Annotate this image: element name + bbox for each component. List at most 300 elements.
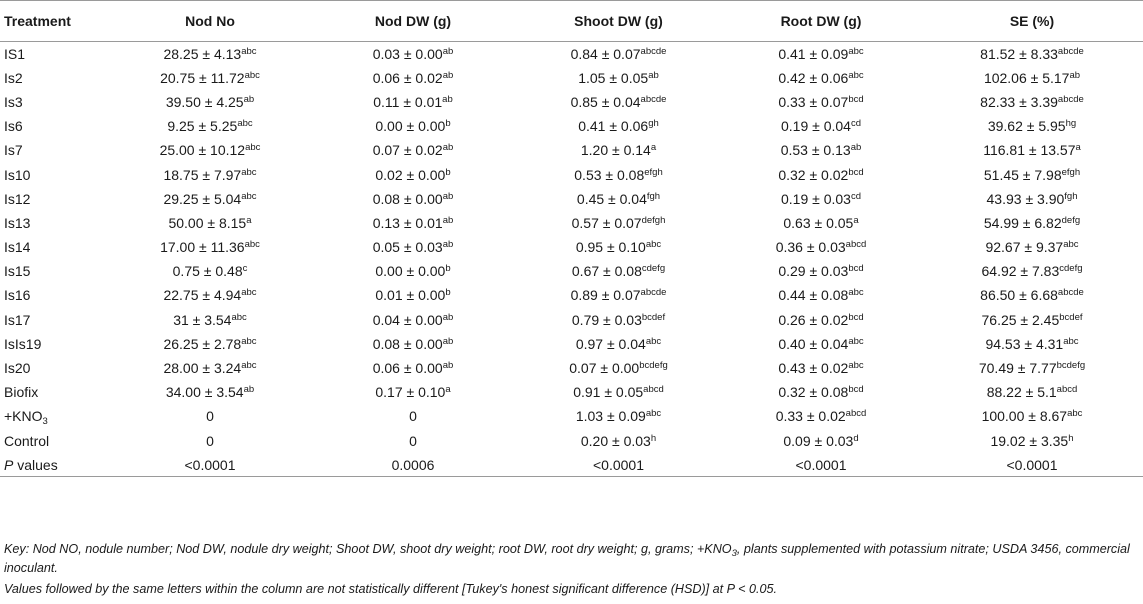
significance-letters: ab [442,311,454,323]
cell-value: 0.42 ± 0.06 [778,69,849,86]
cell-treatment [0,187,110,211]
cell-nod-no [110,90,310,114]
cell-value: 1.03 ± 0.09 [575,408,646,425]
significance-letters: fgh [1064,190,1078,202]
cell-value: <0.0001 [795,456,847,473]
cell-value: 22.75 ± 4.94 [163,287,242,304]
cell-nod-dw [310,42,516,66]
significance-letters: abcd [1056,384,1078,396]
cell-se [921,259,1143,283]
cell-root-dw [721,138,921,162]
significance-letters: b [445,263,451,275]
cell-root-dw [721,332,921,356]
key-note-text: Key: Nod NO, nodule number; Nod DW, nodule dry weight; Shoot DW, shoot dry weight; root DW, root dry weight; g, grams; +KNO [4,542,732,556]
header-row [0,1,1143,42]
cell-nod-no [110,453,310,477]
cell-value: 70.49 ± 7.77 [978,360,1057,377]
cell-shoot-dw [516,259,721,283]
treatment-label: Is15 [4,263,31,280]
cell-nod-dw [310,380,516,404]
cell-shoot-dw [516,187,721,211]
significance-letters: abc [244,239,260,251]
significance-letters: ab [243,384,255,396]
significance-letters: abcd [643,384,664,396]
significance-letters: abc [645,239,662,251]
significance-letters: cd [850,190,861,202]
table-row [0,283,1143,307]
cell-nod-no [110,380,310,404]
table-row [0,429,1143,453]
significance-letters: bcd [848,384,864,396]
cell-se [921,187,1143,211]
cell-value: 28.25 ± 4.13 [163,45,242,62]
significance-letters: abc [848,287,864,299]
table-row [0,453,1143,477]
cell-shoot-dw [516,404,721,428]
cell-nod-dw [310,235,516,259]
cell-nod-no [110,211,310,235]
cell-se [921,42,1143,66]
significance-letters: abc [245,142,261,154]
cell-nod-dw [310,66,516,90]
cell-se [921,66,1143,90]
cell-treatment [0,404,110,428]
cell-value: 0.89 ± 0.07 [570,287,641,304]
significance-letters: abc [231,311,247,323]
cell-root-dw [721,356,921,380]
cell-treatment [0,114,110,138]
significance-letters: b [445,118,451,130]
table-row [0,380,1143,404]
cell-value: 116.81 ± 13.57 [983,142,1076,159]
treatment-label: Is2 [4,69,23,86]
significance-letters: defgh [641,214,666,226]
cell-value: 0.33 ± 0.02 [775,408,846,425]
cell-value: 1.20 ± 0.14 [580,142,651,159]
significance-letters: a [445,384,451,396]
cell-treatment [0,429,110,453]
cell-value: 17.00 ± 11.36 [160,239,245,256]
cell-nod-dw [310,114,516,138]
cell-treatment [0,259,110,283]
significance-letters: d [853,432,859,444]
treatment-subscript: 3 [42,416,48,428]
table-row [0,66,1143,90]
cell-se [921,90,1143,114]
significance-letters: ab [442,69,454,81]
table-row [0,162,1143,186]
table-row [0,90,1143,114]
significance-letters: abc [848,69,864,81]
cell-nod-no [110,259,310,283]
significance-letters: abc [241,190,257,202]
significance-letters: abc [848,360,864,372]
cell-value: 0.19 ± 0.04 [780,118,851,135]
cell-treatment [0,453,110,477]
significance-letters: a [1075,142,1081,154]
cell-value: 50.00 ± 8.15 [168,214,247,231]
cell-value: <0.0001 [1006,456,1058,473]
cell-value: 0.11 ± 0.01 [373,93,443,110]
cell-value: 43.93 ± 3.90 [986,190,1065,207]
cell-value: 0.79 ± 0.03 [571,311,642,328]
cell-value: 0.67 ± 0.08 [571,263,642,280]
significance-letters: abc [241,360,257,372]
header-nod-dw: Nod DW (g) [310,1,516,42]
cell-value: 0.41 ± 0.06 [578,118,649,135]
cell-root-dw [721,66,921,90]
cell-shoot-dw [516,162,721,186]
table-row [0,114,1143,138]
treatment-label: Is17 [4,311,31,328]
significance-letters: abc [645,408,662,420]
cell-shoot-dw [516,66,721,90]
cell-root-dw [721,429,921,453]
cell-nod-no [110,138,310,162]
significance-letters: abc [241,287,257,299]
cell-value: 0.41 ± 0.09 [778,45,849,62]
cell-root-dw [721,42,921,66]
significance-letters: h [1068,432,1074,444]
cell-shoot-dw [516,283,721,307]
cell-nod-dw [310,453,516,477]
cell-nod-dw [310,211,516,235]
cell-value: 0 [206,432,214,449]
cell-nod-no [110,114,310,138]
cell-value: 0.05 ± 0.03 [372,239,443,256]
treatment-label: IsIs19 [4,335,42,352]
significance-letters: bcdefg [639,360,668,372]
cell-value: 0.00 ± 0.00 [375,263,446,280]
cell-value: 0.36 ± 0.03 [775,239,846,256]
cell-value: 0.03 ± 0.00 [372,45,443,62]
cell-shoot-dw [516,332,721,356]
cell-value: 0 [409,408,417,425]
cell-treatment [0,211,110,235]
cell-value: 0.04 ± 0.00 [372,311,443,328]
cell-value: 86.50 ± 6.68 [980,287,1058,304]
header-root-dw: Root DW (g) [721,1,921,42]
significance-letters: abc [241,45,257,57]
treatment-label: P [4,456,14,473]
cell-value: 31 ± 3.54 [173,311,232,328]
cell-treatment [0,332,110,356]
table-row [0,42,1143,66]
significance-letters: a [853,214,859,226]
cell-shoot-dw [516,235,721,259]
significance-letters: cd [850,118,861,130]
significance-letters: fgh [646,190,661,202]
cell-value: 0.26 ± 0.02 [778,311,849,328]
significance-letters: ab [442,360,454,372]
cell-nod-no [110,42,310,66]
cell-root-dw [721,211,921,235]
cell-value: 0.08 ± 0.00 [372,335,443,352]
cell-nod-dw [310,259,516,283]
treatment-label: Is13 [4,214,31,231]
cell-nod-dw [310,187,516,211]
cell-se [921,211,1143,235]
cell-value: 0.09 ± 0.03 [783,432,854,449]
cell-value: 20.75 ± 11.72 [160,69,245,86]
cell-root-dw [721,308,921,332]
cell-value: 54.99 ± 6.82 [983,214,1062,231]
significance-letters: abcde [1057,45,1084,57]
cell-nod-dw [310,429,516,453]
cell-se [921,356,1143,380]
table-row [0,235,1143,259]
cell-se [921,138,1143,162]
cell-value: 0.00 ± 0.00 [375,118,446,135]
cell-value: 64.92 ± 7.83 [981,263,1060,280]
significance-letters: abcde [1057,287,1084,299]
cell-shoot-dw [516,211,721,235]
significance-letters: cdefg [1059,263,1083,275]
cell-value: 0.43 ± 0.02 [778,360,849,377]
cell-nod-no [110,356,310,380]
key-note-text-cont: , plants supplemented with potassium nitrate; USDA 3456, commercial inoculant. [4,542,1130,575]
treatment-label: Is12 [4,190,31,207]
cell-value: 0.01 ± 0.00 [375,287,446,304]
treatment-label-rest: values [13,456,58,473]
cell-treatment [0,356,110,380]
significance-letters: a [246,214,252,226]
cell-se [921,235,1143,259]
cell-nod-no [110,235,310,259]
cell-treatment [0,66,110,90]
significance-letters: ab [243,93,255,105]
cell-se [921,332,1143,356]
cell-value: 100.00 ± 8.67 [981,408,1068,425]
cell-value: 0.32 ± 0.08 [778,384,849,401]
table-footnotes [4,540,1134,601]
cell-se [921,453,1143,477]
cell-value: 82.33 ± 3.39 [980,93,1058,110]
cell-shoot-dw [516,453,721,477]
significance-letters: efgh [644,166,663,178]
cell-value: 1.05 ± 0.05 [578,69,649,86]
significance-letters: abcde [640,93,667,105]
significance-letters: ab [442,190,454,202]
cell-nod-dw [310,90,516,114]
significance-letters: gh [648,118,659,130]
significance-letters: efgh [1061,166,1081,178]
key-note-subscript: 3 [731,548,737,559]
header-se: SE (%) [921,1,1143,42]
significance-letters: bcdef [641,311,666,323]
cell-value: 0.63 ± 0.05 [783,214,854,231]
cell-value: 0.33 ± 0.07 [778,93,849,110]
table-row [0,356,1143,380]
cell-value: 0.0006 [391,456,435,473]
significance-letters: ab [442,142,454,154]
cell-shoot-dw [516,356,721,380]
cell-shoot-dw [516,380,721,404]
cell-value: 0.17 ± 0.10 [375,384,446,401]
cell-shoot-dw [516,90,721,114]
significance-letters: abc [1063,335,1079,347]
cell-nod-no [110,332,310,356]
cell-shoot-dw [516,42,721,66]
significance-letters: abc [244,69,260,81]
key-note [4,540,1134,578]
cell-root-dw [721,404,921,428]
table-row [0,211,1143,235]
significance-letters: cdefg [641,263,666,275]
cell-value: 9.25 ± 5.25 [167,118,238,135]
table-row [0,138,1143,162]
significance-letters: ab [850,142,862,154]
cell-value: 0.45 ± 0.04 [576,190,647,207]
treatment-label: Control [4,432,50,449]
treatment-label: Is3 [4,93,23,110]
cell-value: 0.91 ± 0.05 [573,384,644,401]
significance-letters: bcdef [1059,311,1083,323]
cell-value: 28.00 ± 3.24 [163,360,242,377]
table-header [0,1,1143,42]
cell-value: <0.0001 [184,456,236,473]
cell-value: 25.00 ± 10.12 [159,142,246,159]
cell-nod-dw [310,283,516,307]
significance-letters: bcd [848,311,864,323]
cell-treatment [0,283,110,307]
cell-value: 92.67 ± 9.37 [985,239,1064,256]
cell-root-dw [721,162,921,186]
table-row [0,332,1143,356]
cell-root-dw [721,187,921,211]
significance-letters: abcde [640,45,667,57]
cell-treatment [0,380,110,404]
cell-nod-dw [310,308,516,332]
cell-value: 0.44 ± 0.08 [778,287,849,304]
significance-letters: b [445,287,451,299]
cell-nod-dw [310,162,516,186]
treatment-label: IS1 [4,45,26,62]
significance-letters: abc [241,166,257,178]
significance-letters: a [650,142,657,154]
cell-treatment [0,90,110,114]
cell-se [921,308,1143,332]
cell-root-dw [721,114,921,138]
cell-value: 102.06 ± 5.17 [983,69,1070,86]
cell-treatment [0,235,110,259]
cell-se [921,114,1143,138]
cell-value: 0.57 ± 0.07 [571,214,642,231]
significance-letters: abcde [1057,93,1084,105]
significance-letters: abc [237,118,253,130]
significance-note: Values followed by the same letters within the column are not statistically different [Tukey's honest significant difference (HSD)] at P < 0.05. [4,582,777,596]
cell-value: 39.50 ± 4.25 [165,93,244,110]
cell-value: 0.32 ± 0.02 [778,166,849,183]
cell-shoot-dw [516,114,721,138]
cell-value: 0.97 ± 0.04 [575,335,646,352]
significance-letters: abc [645,335,662,347]
cell-nod-no [110,66,310,90]
table-row [0,259,1143,283]
cell-value: 81.52 ± 8.33 [980,45,1058,62]
cell-value: 0.53 ± 0.13 [780,142,851,159]
table-row [0,187,1143,211]
cell-nod-dw [310,138,516,162]
treatment-label: Biofix [4,384,39,401]
cell-value: 0.13 ± 0.01 [372,214,443,231]
significance-letters: ab [442,214,454,226]
cell-value: 0.53 ± 0.08 [574,166,645,183]
cell-value: 26.25 ± 2.78 [163,335,242,352]
significance-letters: hg [1065,118,1077,130]
significance-letters: ab [1069,69,1081,81]
significance-letters: b [445,166,451,178]
table-body [0,42,1143,477]
treatment-label: Is20 [4,360,31,377]
significance-letters: abc [848,335,864,347]
cell-value: 19.02 ± 3.35 [990,432,1069,449]
cell-value: 0.06 ± 0.02 [372,69,443,86]
significance-letters: abcd [845,239,867,251]
cell-value: 88.22 ± 5.1 [986,384,1057,401]
cell-value: 0.19 ± 0.03 [780,190,851,207]
cell-nod-no [110,308,310,332]
cell-treatment [0,308,110,332]
cell-value: <0.0001 [593,456,644,473]
treatment-label: +KNO [4,408,43,425]
significance-letters: ab [442,239,454,251]
significance-letters: c [242,263,248,275]
cell-value: 0.29 ± 0.03 [778,263,849,280]
cell-nod-no [110,283,310,307]
cell-nod-dw [310,356,516,380]
cell-value: 0.20 ± 0.03 [580,432,651,449]
cell-nod-no [110,404,310,428]
cell-nod-no [110,429,310,453]
cell-value: 39.62 ± 5.95 [987,118,1066,135]
cell-shoot-dw [516,138,721,162]
cell-treatment [0,138,110,162]
cell-value: 94.53 ± 4.31 [985,335,1064,352]
cell-se [921,404,1143,428]
treatment-label: Is6 [4,118,23,135]
cell-shoot-dw [516,429,721,453]
cell-value: 0.40 ± 0.04 [778,335,849,352]
significance-letters: abc [1067,408,1083,420]
cell-value: 0.07 ± 0.02 [372,142,443,159]
cell-root-dw [721,90,921,114]
cell-nod-no [110,162,310,186]
cell-value: 0.95 ± 0.10 [575,239,646,256]
significance-letters: abcde [640,287,667,299]
significance-letters: ab [442,45,454,57]
cell-root-dw [721,453,921,477]
cell-se [921,380,1143,404]
treatment-label: Is7 [4,142,23,159]
significance-letters: h [650,432,657,444]
cell-nod-no [110,187,310,211]
cell-value: 0.06 ± 0.00 [372,360,443,377]
cell-value: 0.85 ± 0.04 [570,93,641,110]
cell-value: 0.02 ± 0.00 [375,166,446,183]
cell-root-dw [721,380,921,404]
cell-root-dw [721,235,921,259]
significance-letters: abcd [845,408,867,420]
cell-nod-dw [310,332,516,356]
treatment-label: Is10 [4,166,31,183]
significance-letters: bcd [848,93,864,105]
cell-value: 0.75 ± 0.48 [172,263,243,280]
cell-value: 0 [409,432,417,449]
cell-root-dw [721,283,921,307]
cell-shoot-dw [516,308,721,332]
cell-treatment [0,162,110,186]
